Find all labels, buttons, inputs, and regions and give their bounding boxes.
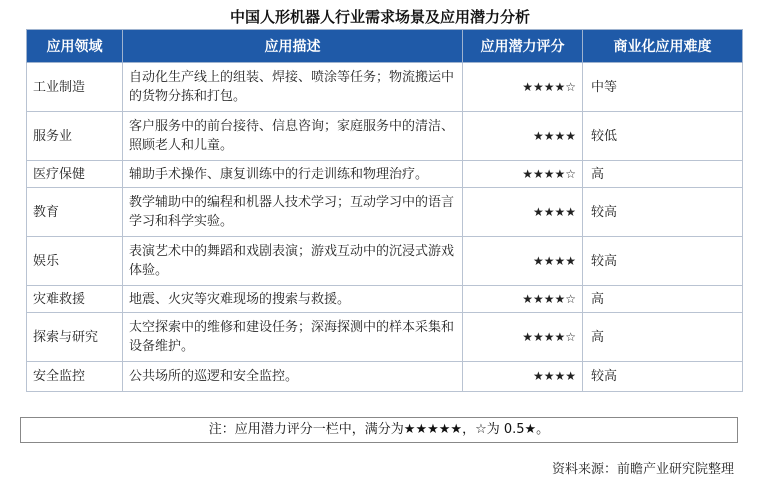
page-title: 中国人形机器人行业需求场景及应用潜力分析 — [229, 8, 530, 26]
difficulty-cell: 高 — [583, 313, 743, 362]
source-credit: 资料来源：前瞻产业研究院整理 — [551, 462, 734, 477]
rating-stars: ★★★★ — [463, 237, 583, 286]
header-description: 应用描述 — [123, 30, 463, 63]
rating-stars: ★★★★☆ — [463, 313, 583, 362]
difficulty-cell: 较高 — [583, 188, 743, 237]
rating-stars: ★★★★☆ — [463, 63, 583, 112]
field-cell: 教育 — [27, 188, 123, 237]
difficulty-cell: 较高 — [583, 237, 743, 286]
header-field: 应用领域 — [27, 30, 123, 63]
description-cell: 地震、火灾等灾难现场的搜索与救援。 — [123, 286, 463, 313]
rating-stars: ★★★★ — [463, 188, 583, 237]
description-cell: 辅助手术操作、康复训练中的行走训练和物理治疗。 — [123, 161, 463, 188]
table-row — [27, 286, 743, 313]
table-header-row — [27, 30, 743, 63]
field-cell: 工业制造 — [27, 63, 123, 112]
rating-stars: ★★★★☆ — [463, 161, 583, 188]
description-cell: 表演艺术中的舞蹈和戏剧表演；游戏互动中的沉浸式游戏体验。 — [123, 237, 463, 286]
difficulty-cell: 较高 — [583, 362, 743, 392]
description-cell: 太空探索中的维修和建设任务；深海探测中的样本采集和设备维护。 — [123, 313, 463, 362]
description-cell: 教学辅助中的编程和机器人技术学习；互动学习中的语言学习和科学实验。 — [123, 188, 463, 237]
field-cell: 灾难救援 — [27, 286, 123, 313]
table-row — [27, 313, 743, 362]
field-cell: 安全监控 — [27, 362, 123, 392]
description-cell: 公共场所的巡逻和安全监控。 — [123, 362, 463, 392]
difficulty-cell: 中等 — [583, 63, 743, 112]
table-row — [27, 237, 743, 286]
difficulty-cell: 高 — [583, 161, 743, 188]
field-cell: 服务业 — [27, 112, 123, 161]
difficulty-cell: 高 — [583, 286, 743, 313]
rating-stars: ★★★★ — [463, 112, 583, 161]
field-cell: 医疗保健 — [27, 161, 123, 188]
difficulty-cell: 较低 — [583, 112, 743, 161]
rating-note: 注：应用潜力评分一栏中，满分为★★★★★，☆为 0.5★。 — [20, 417, 738, 443]
field-cell: 娱乐 — [27, 237, 123, 286]
description-cell: 客户服务中的前台接待、信息咨询；家庭服务中的清洁、照顾老人和儿童。 — [123, 112, 463, 161]
table-row — [27, 63, 743, 112]
rating-stars: ★★★★ — [463, 362, 583, 392]
rating-stars: ★★★★☆ — [463, 286, 583, 313]
table-row — [27, 188, 743, 237]
analysis-table — [26, 29, 743, 392]
description-cell: 自动化生产线上的组装、焊接、喷涂等任务；物流搬运中的货物分拣和打包。 — [123, 63, 463, 112]
table-row — [27, 362, 743, 392]
header-difficulty: 商业化应用难度 — [583, 30, 743, 63]
header-potential-score: 应用潜力评分 — [463, 30, 583, 63]
table-row — [27, 112, 743, 161]
table-row — [27, 161, 743, 188]
field-cell: 探索与研究 — [27, 313, 123, 362]
